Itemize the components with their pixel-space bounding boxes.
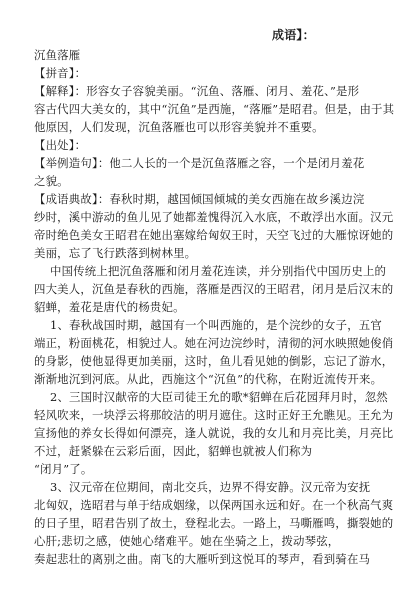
text-line: 四大美人，沉鱼是春秋的西施，落雁是西汉的王昭君，闭月是后汉末的: [34, 282, 394, 296]
text-line: 【成语典故】：春秋时期，越国倾国倾城的美女西施在故乡溪边浣: [34, 192, 365, 206]
header-label: 成语】：: [272, 28, 315, 42]
text-line: 的身影，使他显得更加美丽，这时，鱼儿看见她的倒影，忘记了游水，: [34, 354, 394, 368]
text-line: 的日子里，昭君告别了故土，登程北去。一路上，马嘶雁鸣，撕裂她的: [34, 516, 394, 530]
text-line: 【拼音】：: [34, 66, 87, 80]
text-line: 奏起悲壮的离别之曲。南飞的大雁听到这悦耳的琴声，看到骑在马: [34, 552, 371, 566]
text-line: 3、汉元帝在位期间，南北交兵，边界不得安静。汉元帝为安抚: [50, 480, 371, 494]
text-line: “闭月”了。: [34, 462, 93, 476]
text-line: 他原因，人们发现，沉鱼落雁也可以形容美貌并不重要。: [34, 120, 324, 134]
text-line: 北匈奴，选昭君与单于结成姻缘，以保两国永远和好。在一个秋高气爽: [34, 498, 394, 512]
text-line: 【举例造句】：他二人长的一个是沉鱼落雁之容，一个是闭月羞花: [34, 156, 365, 170]
text-line: 轻风吹来，一块浮云将那皎洁的明月遮住。这时正好王允瞧见。王允为: [34, 408, 394, 422]
text-line: 【解释】：形容女子容貌美丽。“沉鱼、落雁、闭月、羞花、”是形: [34, 84, 360, 98]
text-line: 美丽，忘了飞行跌落到树林里。: [34, 246, 197, 260]
text-line: 端正，粉面桃花，相貌过人。她在河边浣纱时，清彻的河水映照她俊俏: [34, 336, 394, 350]
text-line: 1、春秋战国时期，越国有一个叫西施的，是个浣纱的女子，五官: [50, 318, 382, 332]
text-line: 帝时绝色美女王昭君在她出塞嫁给匈奴王时，天空飞过的大雁惊讶她的: [34, 228, 394, 242]
text-line: 之貌。: [34, 174, 69, 188]
text-line: 纱时，溪中游动的鱼儿见了她都羞愧得沉入水底，不敢浮出水面。汉元: [34, 210, 394, 224]
text-line: 2、三国时汉献帝的大臣司徒王允的歌*貂蝉在后花园拜月时，忽然: [50, 390, 388, 404]
text-line: 【出处】：: [34, 138, 87, 152]
text-line: 沉鱼落雁: [34, 48, 81, 62]
text-line: 不过，赶紧躲在云彩后面，因此，貂蝉也就被人们称为: [34, 444, 313, 458]
text-line: 渐渐地沉到河底。从此，西施这个“沉鱼”的代称，在附近流传开来。: [34, 372, 383, 386]
text-line: 中国传统上把沉鱼落雁和闭月羞花连读，并分别指代中国历史上的: [50, 264, 387, 278]
text-line: 心肝;悲切之感，使她心绪难平。她在坐骑之上，拨动琴弦，: [34, 534, 340, 548]
text-line: 宣扬他的养女长得如何漂亮，逢人就说，我的女儿和月亮比美，月亮比: [34, 426, 394, 440]
text-line: 容古代四大美女的，其中“沉鱼”是西施，“落雁”是昭君。但是，由于其: [34, 102, 395, 116]
text-line: 貂蝉，羞花是唐代的杨贵妃。: [34, 300, 185, 314]
